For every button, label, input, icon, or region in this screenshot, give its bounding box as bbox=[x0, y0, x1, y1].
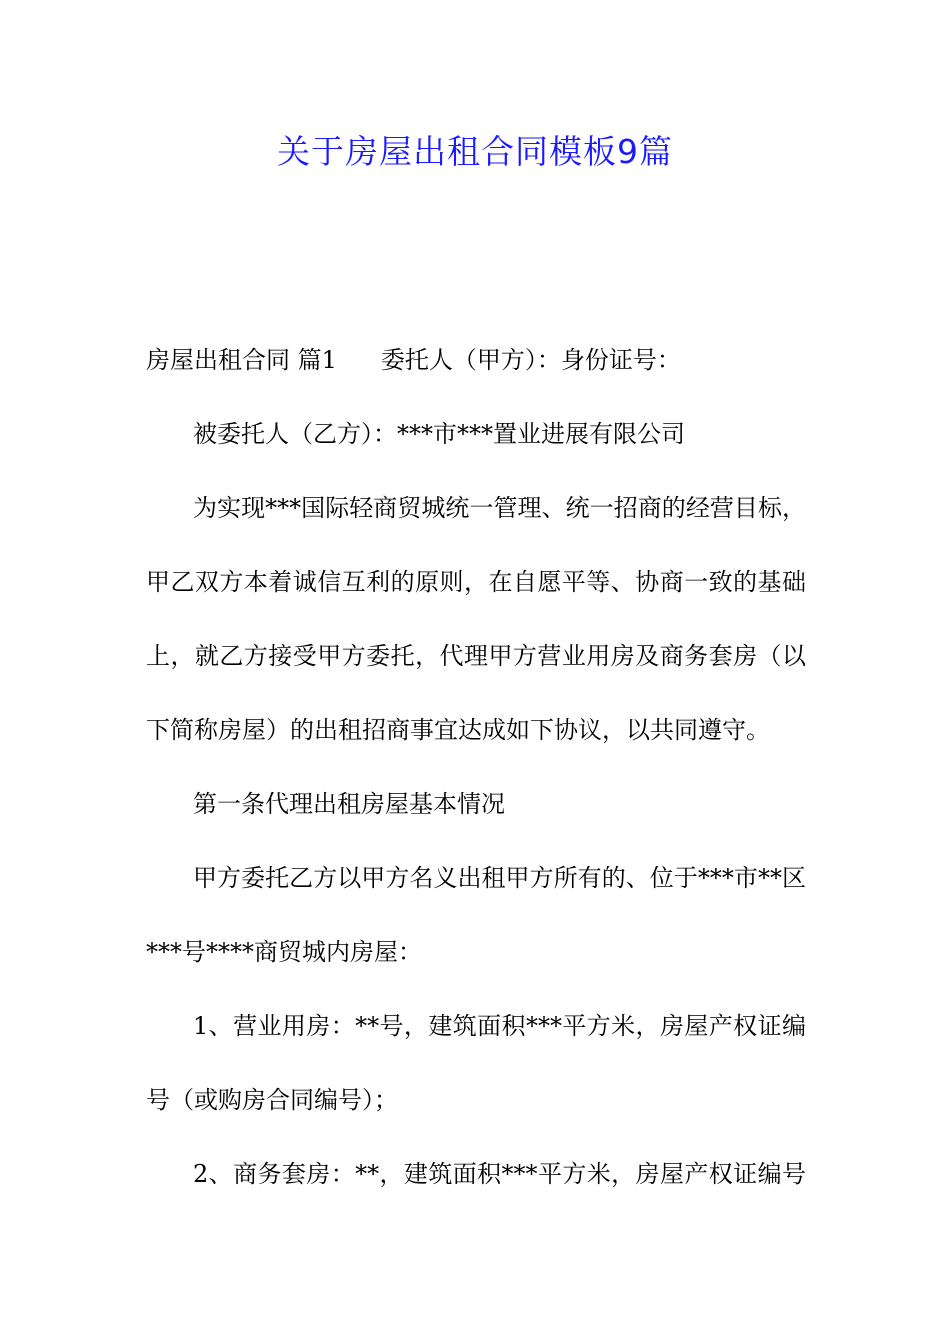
contract-header-line bbox=[146, 342, 806, 378]
list-item-line: 1、营业用房：**号，建筑面积***平方米，房屋产权证编 bbox=[193, 1012, 806, 1040]
paragraph-line: ***号****商贸城内房屋： bbox=[146, 938, 422, 966]
paragraph-line: 甲乙双方本着诚信互利的原则，在自愿平等、协商一致的基础 bbox=[146, 568, 806, 596]
article-heading: 第一条代理出租房屋基本情况 bbox=[193, 790, 505, 818]
paragraph-line: 甲方委托乙方以甲方名义出租甲方所有的、位于***市**区 bbox=[193, 864, 806, 892]
paragraph-line: 下简称房屋）的出租招商事宜达成如下协议，以共同遵守。 bbox=[146, 716, 770, 744]
agent-party-line: 被委托人（乙方）：***市***置业进展有限公司 bbox=[193, 420, 685, 448]
paragraph-line: 上，就乙方接受甲方委托，代理甲方营业用房及商务套房（以 bbox=[146, 642, 806, 670]
paragraph-line: 为实现***国际轻商贸城统一管理、统一招商的经营目标， bbox=[193, 494, 806, 522]
client-party-line: 委托人（甲方）：身份证号： bbox=[380, 346, 681, 374]
list-item-line: 2、商务套房：**，建筑面积***平方米，房屋产权证编号 bbox=[193, 1160, 806, 1188]
document-title: 关于房屋出租合同模板9篇 bbox=[277, 132, 673, 171]
contract-section-label: 房屋出租合同 篇1 bbox=[146, 346, 337, 374]
list-item-line: 号（或购房合同编号）； bbox=[146, 1086, 398, 1114]
